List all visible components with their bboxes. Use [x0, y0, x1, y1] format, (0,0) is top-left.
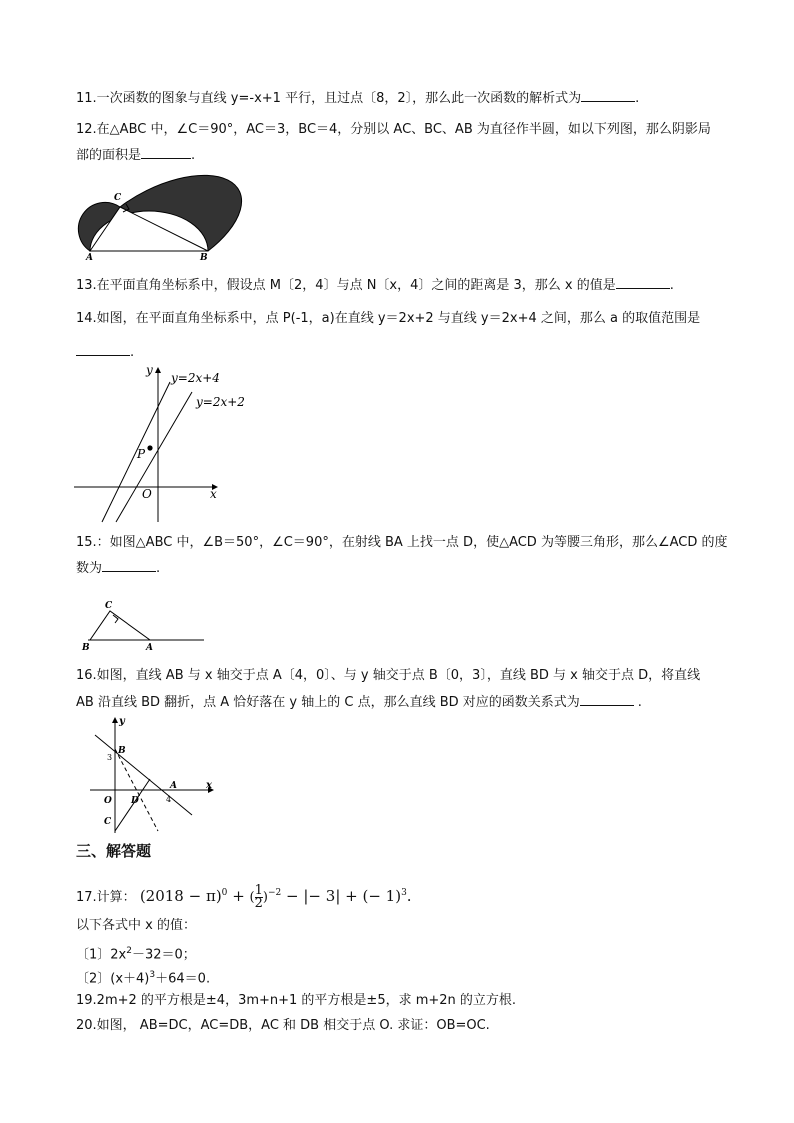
fig15-label-c: C [105, 601, 113, 611]
question-13-end: . [669, 278, 674, 293]
fig16-tick-3: 3 [107, 753, 113, 762]
fig16-label-x: x [206, 780, 212, 791]
question-17 [76, 881, 412, 910]
fig12-label-a: A [86, 253, 93, 263]
fig12-label-c: C [114, 193, 122, 203]
fig15-label-b: B [82, 643, 90, 653]
answer-blank-13[interactable] [616, 276, 670, 289]
question-18-part1: 〔1〕$2x^2-32=0$； [76, 946, 196, 963]
answer-blank-16[interactable] [580, 693, 634, 706]
fig16-label-b: B [118, 746, 126, 756]
answer-blank-15[interactable] [102, 559, 156, 572]
fig14-label-y: y [146, 363, 153, 377]
question-11-end: . [635, 91, 640, 106]
question-14-line1: 14.如图，在平面直角坐标系中，点 P(-1，a)在直线 y＝2x+2 与直线 y＝2x+4 之间，那么 a 的取值范围是 [76, 311, 701, 326]
question-18-intro: 以下各式中 x 的值： [76, 918, 196, 933]
question-13 [76, 276, 674, 295]
question-20: 20.如图， AB=DC，AC=DB，AC 和 DB 相交于点 O. 求证：OB=OC. [76, 1018, 490, 1033]
question-16-line1: 16.如图，直线 AB 与 x 轴交于点 A〔4，0〕、与 y 轴交于点 B〔0，3〕，直线 BD 与 x 轴交于点 D，将直线 [76, 668, 701, 683]
fig16-label-o: O [104, 796, 112, 806]
question-19: 19.2m+2 的平方根是±4，3m+n+1 的平方根是±5，求 m+2n 的立方根. [76, 993, 517, 1008]
fig14-label-x: x [210, 487, 217, 501]
fig14-line1-label: y=2x+4 [171, 371, 220, 385]
answer-blank-14[interactable] [76, 343, 130, 356]
question-12-line1: 12.在△ABC 中，∠C＝90°，AC＝3，BC＝4，分别以 AC、BC、AB 为直径作半圆，如以下列图，那么阴影局 [76, 122, 711, 137]
fig14-label-o: O [142, 487, 152, 501]
fig16-label-c: C [104, 817, 112, 827]
figure-15-triangle [80, 598, 210, 653]
question-15-line2 [76, 559, 160, 578]
fig16-tick-4: 4 [166, 795, 172, 804]
figure-12-semicircles [84, 180, 214, 263]
question-18-part2: 〔2〕$(x+4)^3+64=0$. [76, 970, 211, 987]
figure-16-fold [88, 713, 223, 838]
question-12-end: . [191, 148, 196, 163]
question-12-text: 部的面积是 [76, 148, 142, 163]
question-13-text: 13.在平面直角坐标系中，假设点 M〔2，4〕与点 N〔x，4〕之间的距离是 3，那么 x 的值是 [76, 278, 616, 293]
question-14-end: . [130, 345, 135, 360]
section-heading: 三、解答题 [76, 842, 152, 860]
question-16-line2 [76, 693, 642, 712]
question-16-text: AB 沿直线 BD 翻折，点 A 恰好落在 y 轴上的 C 点，那么直线 BD 对应的函数关系式为 [76, 695, 580, 710]
fig16-label-d: D [131, 796, 139, 806]
question-17-expression: $(2018 - \pi)^0$ + ( $\frac{1}{2}$ )$^{-2}$ − |− 3| + (− 1)$^3$. [139, 882, 412, 911]
fig14-label-p: P [137, 447, 146, 461]
question-11-text: 11.一次函数的图象与直线 y=-x+1 平行，且过点〔8，2〕，那么此一次函数的解析式为 [76, 91, 582, 106]
fig16-label-a: A [170, 781, 177, 791]
question-12-line2 [76, 146, 195, 165]
fig12-label-b: B [200, 253, 208, 263]
figure-14-coordinate [74, 362, 245, 527]
question-15-end: . [156, 561, 161, 576]
fig14-line2-label: y=2x+2 [196, 395, 245, 409]
answer-blank-11[interactable] [581, 89, 635, 102]
question-15-line1: 15.：如图△ABC 中，∠B＝50°，∠C＝90°，在射线 BA 上找一点 D，使△ACD 为等腰三角形，那么∠ACD 的度 [76, 535, 728, 550]
answer-blank-12[interactable] [141, 146, 191, 159]
fig15-label-a: A [146, 643, 153, 653]
question-11 [76, 89, 639, 108]
fig16-label-y: y [119, 716, 125, 727]
question-15-text: 数为 [76, 561, 103, 576]
question-14-line2 [76, 343, 134, 362]
question-16-end: . [637, 695, 642, 710]
question-17-label: 17.计算： [76, 890, 136, 905]
